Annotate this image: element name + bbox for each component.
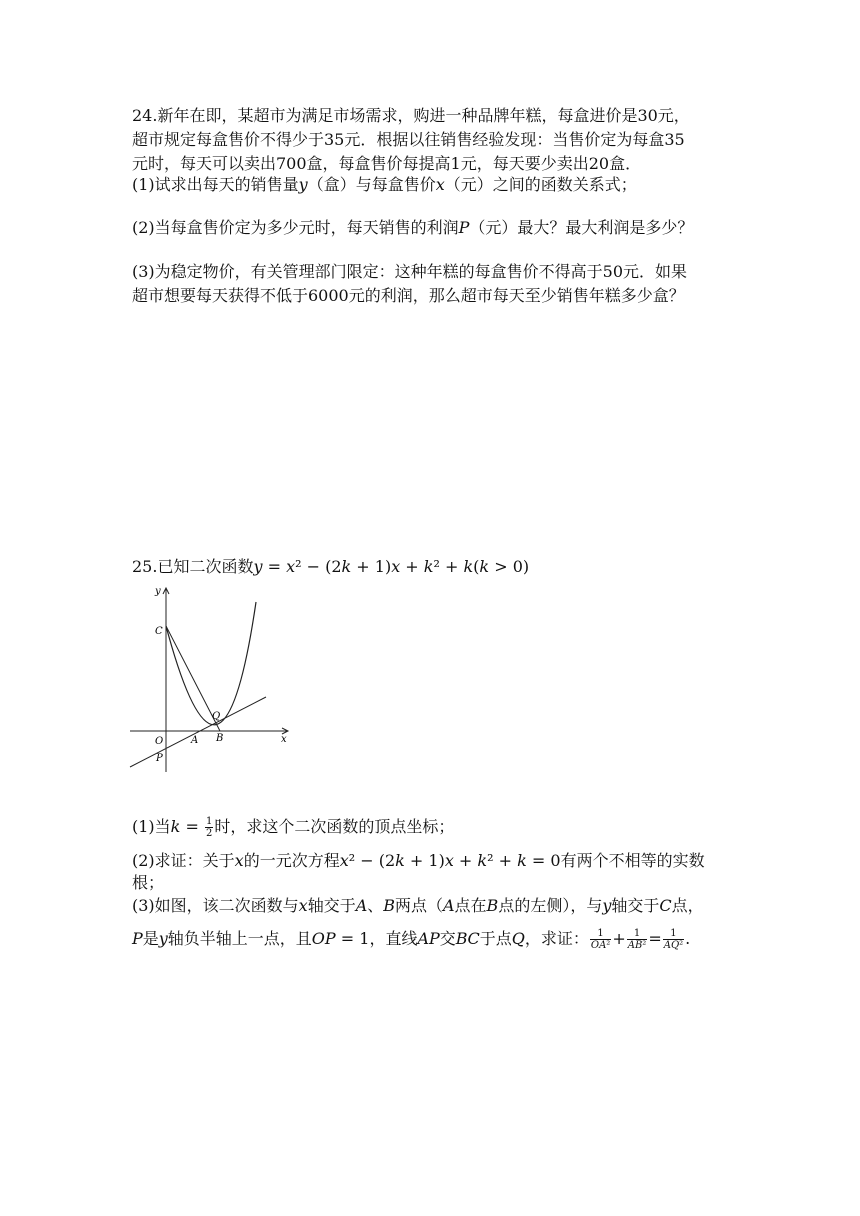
fraction-numerator: 1 (205, 816, 213, 827)
parabola-curve (166, 602, 256, 725)
fraction-numerator: 1 (663, 928, 684, 940)
label-b: B (216, 733, 224, 744)
fraction-one-half (205, 816, 213, 839)
line-ap (130, 697, 266, 767)
label-y: y (155, 586, 161, 597)
fraction-denominator: 𝐴𝑄² (663, 940, 684, 951)
period: . (685, 929, 691, 948)
q24-line-2: 超市规定每盒售价不得少于35元．根据以往销售经验发现：当售价定为每盒35 (132, 130, 685, 149)
label-a: A (191, 735, 199, 746)
fraction-1-over-ab2 (627, 928, 648, 951)
label-c: C (155, 626, 163, 637)
q25-part-3a: (3)如图，该二次函数与𝑥轴交于𝐴、𝐵两点（𝐴点在𝐵点的左侧），与𝑦轴交于𝐶点， (132, 896, 704, 915)
plus-sign: + (612, 929, 626, 948)
q24-part-3a: (3)为稳定物价，有关管理部门限定：这种年糕的每盒售价不得高于50元．如果 (132, 262, 688, 281)
fraction-numerator: 1 (590, 928, 611, 940)
q24-part-2: (2)当每盒售价定为多少元时，每天销售的利润𝑃（元）最大？最大利润是多少？ (132, 218, 694, 237)
fraction-1-over-oa2 (590, 928, 611, 951)
q25-part-1-pre: (1)当𝑘 = (132, 817, 204, 836)
label-o: O (155, 736, 164, 747)
label-p: P (156, 753, 163, 764)
q25-part-3b (132, 928, 690, 951)
fraction-denominator: 2 (205, 828, 213, 839)
equals-sign: = (648, 929, 662, 948)
q24-line-1: 24.新年在即，某超市为满足市场需求，购进一种品牌年糕，每盒进价是30元， (132, 106, 690, 125)
label-x: x (281, 734, 287, 745)
q25-part-2a: (2)求证：关于𝑥的一元次方程𝑥² − (2𝑘 + 1)𝑥 + 𝑘² + 𝑘 = 0有两个不相等的实数 (132, 851, 705, 870)
q24-part-1: (1)试求出每天的销售量𝑦（盒）与每盒售价𝑥（元）之间的函数关系式； (132, 175, 637, 194)
q25-part-1 (132, 816, 454, 839)
fraction-denominator: 𝐴𝐵² (627, 940, 647, 951)
fraction-numerator: 1 (627, 928, 648, 940)
fraction-1-over-aq2 (663, 928, 684, 951)
fraction-denominator: 𝑂𝐴² (590, 940, 611, 951)
q25-stem: 25.已知二次函数𝑦 = 𝑥² − (2𝑘 + 1)𝑥 + 𝑘² + 𝑘(𝑘 > 0) (132, 557, 530, 576)
q25-part-3b-pre: 𝑃是𝑦轴负半轴上一点，且𝑂𝑃 = 1，直线𝐴𝑃交𝐵𝐶于点𝑄，求证： (132, 929, 589, 948)
parabola-figure (126, 582, 296, 772)
q25-part-1-post: 时，求这个二次函数的顶点坐标； (214, 817, 455, 836)
q24-part-3b: 超市想要每天获得不低于6000元的利润，那么超市每天至少销售年糕多少盒？ (132, 286, 685, 305)
q24-line-3: 元时，每天可以卖出700盒，每盒售价每提高1元，每天要少卖出20盒． (132, 154, 642, 173)
q25-part-2b: 根； (132, 873, 165, 892)
label-q: Q (212, 711, 221, 722)
